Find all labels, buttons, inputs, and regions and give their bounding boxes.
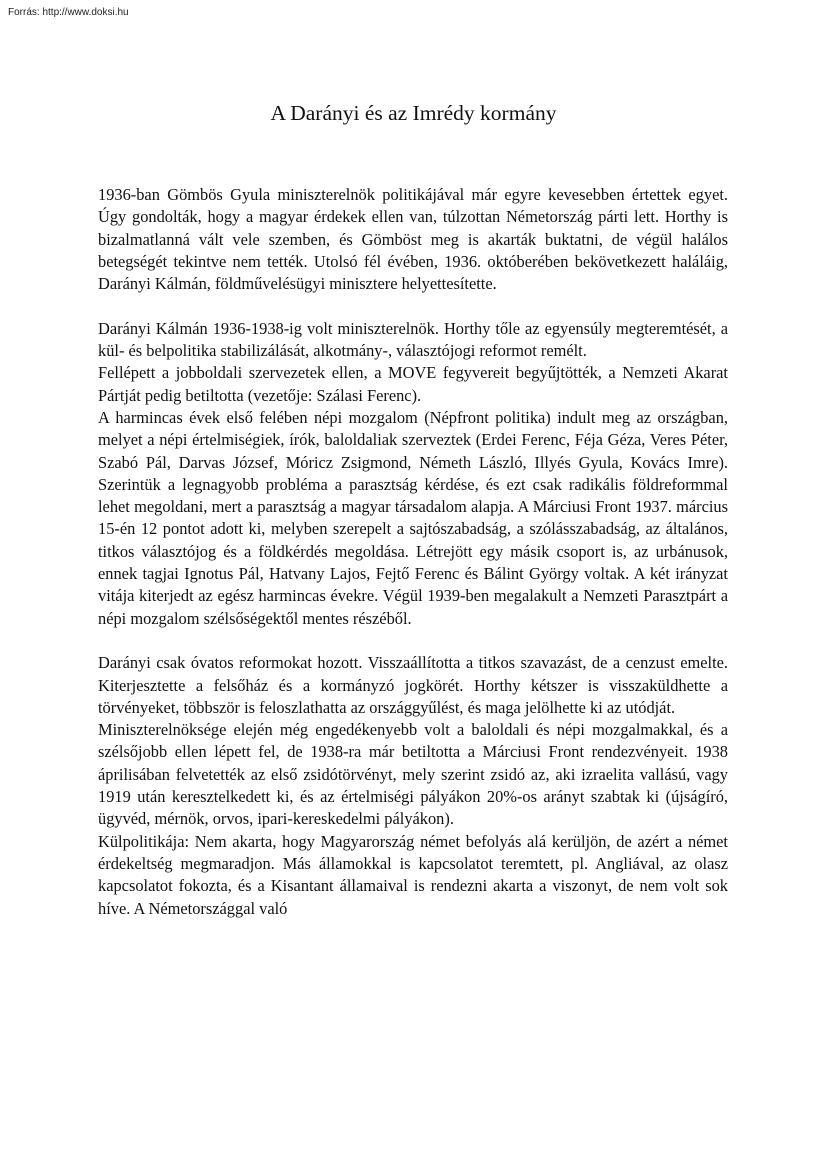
section-3 [98,652,728,920]
paragraph: Miniszterelnöksége elején még engedékenyebb volt a baloldali és népi mozgalmakkal, és a szélsőjobb ellen lépett fel, de 1938-ra már betiltotta a Márciusi Front rendezvényeit. 1938 áprilisában felvetették az első zsidótörvényt, mely szerint zsidó az, aki izraelita vallású, vagy 1919 után keresztelkedett ki, és az értelmiségi pályákon 20%-os arányt szabtak ki (újságíró, ügyvéd, mérnök, orvos, ipari-kereskedelmi pályákon). [98,720,728,829]
paragraph: 1936-ban Gömbös Gyula miniszterelnök politikájával már egyre kevesebben értettek egyet. Úgy gondolták, hogy a magyar érdekek ellen van, túlzottan Németország párti lett. Horthy is bizalmatlanná vált vele szemben, és Gömböst meg is akarták buktatni, de végül halálos betegségét tekintve nem tették. Utolsó fél évében, 1936. októberében bekövetkezett haláláig, Darányi Kálmán, földművelésügyi minisztere helyettesítette. [98,185,728,294]
page-title: A Darányi és az Imrédy kormány [270,101,557,125]
paragraph: A harmincas évek első felében népi mozgalom (Népfront politika) indult meg az országban, melyet a népi értelmiségiek, írók, baloldaliak szerveztek (Erdei Ferenc, Féja Géza, Veres Péter, Szabó Pál, Darvas József, Móricz Zsigmond, Németh László, Illyés Gyula, Kovács Imre). Szerintük a legnagyobb probléma a parasztság kérdése, és ezt csak radikális földreformmal lehet megoldani, mert a parasztság a magyar társadalom alapja. A Márciusi Front 1937. március 15-én 12 pontot adott ki, melyben szerepelt a sajtószabadság, a szólásszabadság, az általános, titkos választójog és a földkérdés megoldása. Létrejött egy másik csoport is, az urbánusok, ennek tagjai Ignotus Pál, Hatvany Lajos, Fejtő Ferenc és Bálint György voltak. A két irányzat vitája kiterjedt az egész harmincas évekre. Végül 1939-ben megalakult a Nemzeti Parasztpárt a népi mozgalom szélsőségektől mentes részéből. [98,407,728,628]
source-note: Forrás: http://www.doksi.hu [8,7,129,18]
paragraph: Darányi Kálmán 1936-1938-ig volt miniszterelnök. Horthy tőle az egyensúly megteremtését, a kül- és belpolitika stabilizálását, alkotmány-, választójogi reformot remélt. [98,318,728,361]
paragraph: Fellépett a jobboldali szervezetek ellen, a MOVE fegyvereit begyűjtötték, a Nemzeti Akarat Pártját pedig betiltotta (vezetője: Szálasi Ferenc). [98,363,728,405]
paragraph: Külpolitikája: Nem akarta, hogy Magyarország német befolyás alá kerüljön, de azért a német érdekeltség megmaradjon. Más államokkal is kapcsolatot teremtett, pl. Angliával, az olasz kapcsolatot fokozta, és a Kisantant államaival is rendezni akarta a viszonyt, de nem volt sok híve. A Németországgal való [98,831,728,918]
section-spacer [98,295,728,317]
paragraph: Darányi csak óvatos reformokat hozott. Visszaállította a titkos szavazást, de a cenzust emelte. Kiterjesztette a felsőház és a kormányzó jogkörét. Horthy kétszer is visszaküldhette a törvényeket, többször is feloszlathatta az országgyűlést, és maga jelölhette ki az utódját. [98,653,728,717]
section-2 [98,318,728,630]
document-body [98,184,728,920]
section-1 [98,184,728,295]
section-spacer [98,630,728,652]
